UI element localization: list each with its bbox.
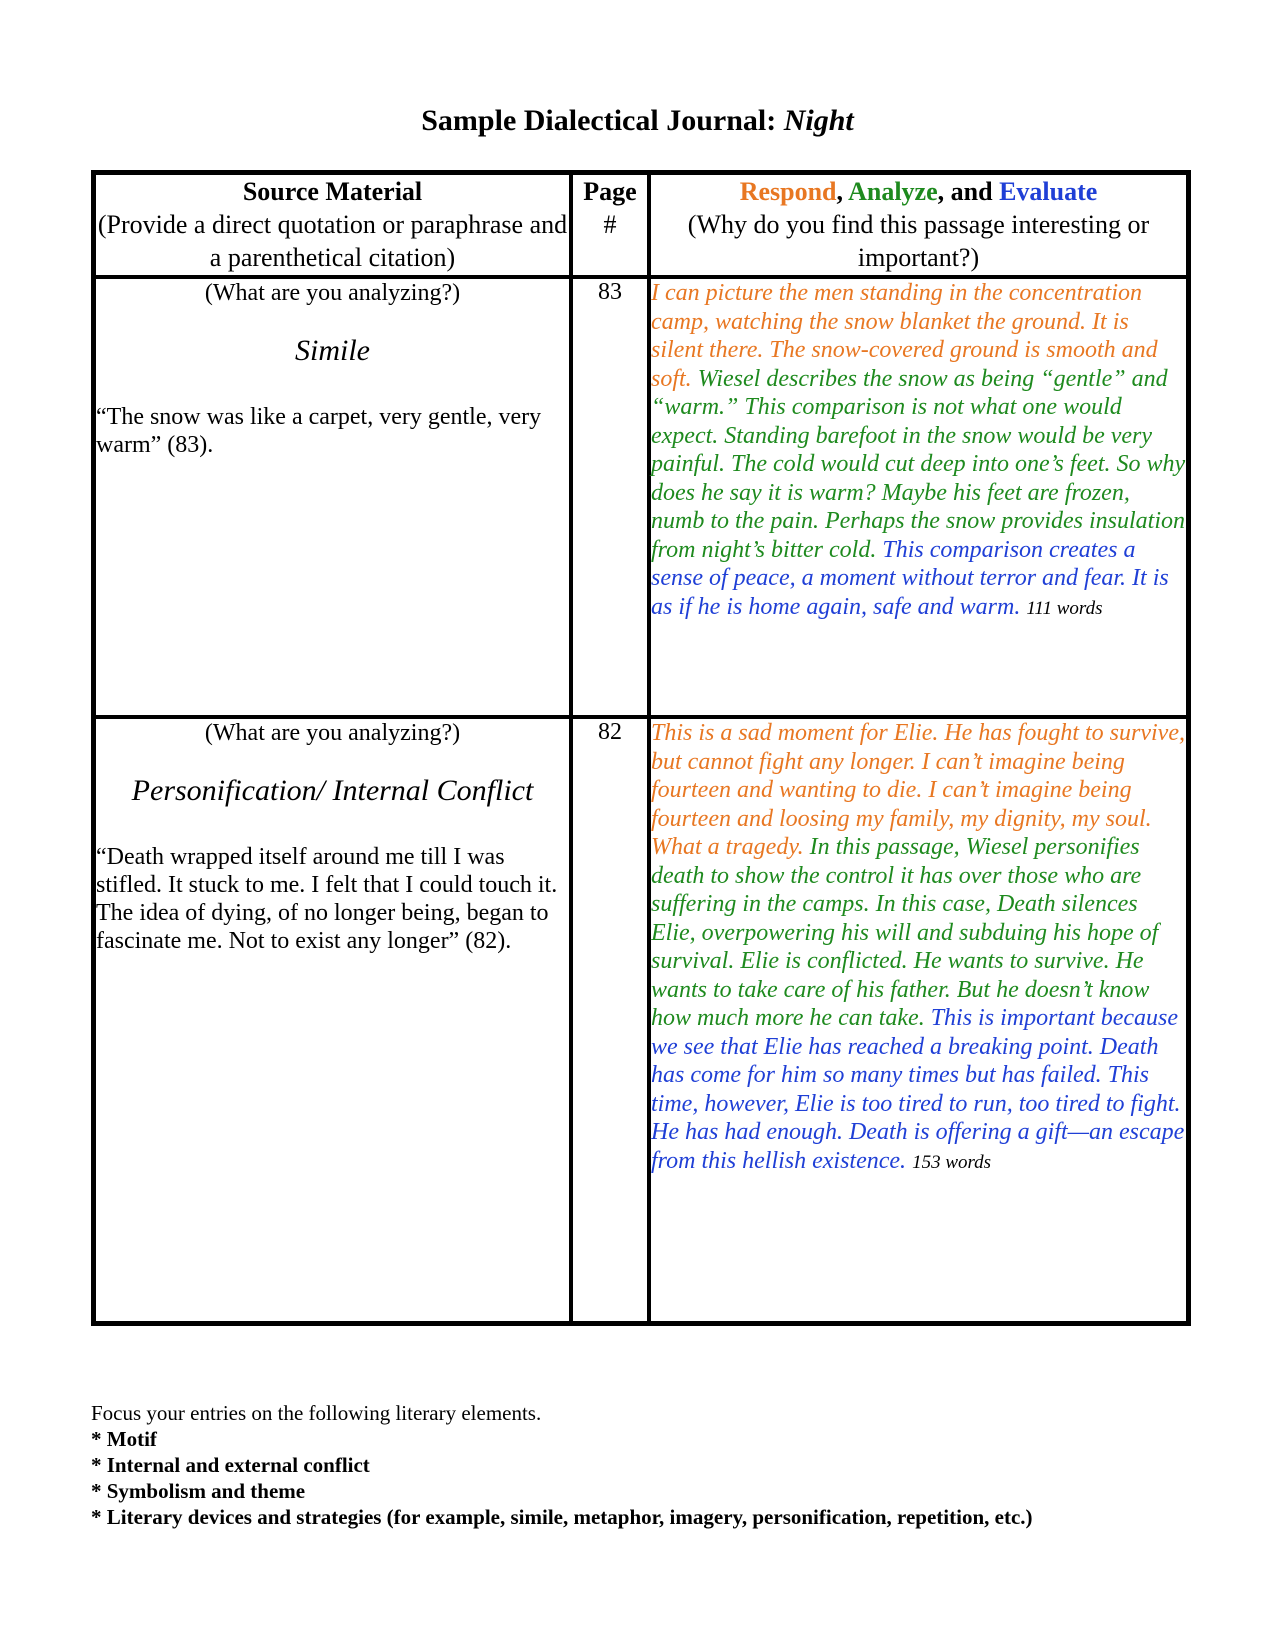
journal-table <box>91 170 1191 1326</box>
journal-row <box>94 717 1188 1323</box>
source-quote: “The snow was like a carpet, very gentle, very warm” (83). <box>96 404 542 458</box>
list-item: * Symbolism and theme <box>91 1479 306 1503</box>
word-count: 153 words <box>912 1151 992 1173</box>
page-header-line1: Page <box>583 177 637 206</box>
page-title <box>0 104 1275 138</box>
journal-row <box>94 277 1188 717</box>
literary-elements-list <box>91 1400 1033 1530</box>
evaluate-text: This comparison creates a sense of peace, a moment without terror and fear. It is as if he is home again, safe and warm. <box>651 536 1169 620</box>
header-row <box>94 173 1188 277</box>
source-header-title: Source Material <box>242 177 423 206</box>
title-book: Night <box>783 104 854 137</box>
word-count: 111 words <box>1026 597 1103 619</box>
source-header-sub: (Provide a direct quotation or paraphrase and a parenthetical citation) <box>97 210 568 272</box>
source-cell <box>94 277 571 717</box>
response-header-sub: (Why do you find this passage interesting or important?) <box>687 210 1150 272</box>
analysis-prompt: (What are you analyzing?) <box>204 280 461 306</box>
page-header <box>571 173 649 277</box>
literary-device: Simile <box>295 334 370 367</box>
list-item: * Internal and external conflict <box>91 1453 370 1477</box>
analyze-text: Wiesel describes the snow as being “gentle” and “warm.” This comparison is not what one would expect. Standing barefoot in the snow would be very painful. The cold would cut deep into one’s feet. So why does he say it is warm? Maybe his feet are frozen, numb to the pain. Perhaps the snow provides insulation from night’s bitter cold. <box>651 365 1186 563</box>
evaluate-text: This is important because we see that Elie has reached a breaking point. Death has come for him so many times but has failed. This time, however, Elie is too tired to run, too tired to fight. He has had enough. Death is offering a gift—an escape from this hellish existence. <box>651 1005 1185 1174</box>
source-cell <box>94 717 571 1323</box>
analysis-prompt: (What are you analyzing?) <box>204 720 461 746</box>
title-main: Sample Dialectical Journal: <box>421 104 777 137</box>
page-number: 83 <box>571 277 649 717</box>
list-item: * Literary devices and strategies (for example, simile, metaphor, imagery, personification, repetition, etc.) <box>91 1505 1033 1529</box>
page-header-line2: # <box>603 210 617 239</box>
respond-text: I can picture the men standing in the concentration camp, watching the snow blanket the ground. It is silent there. The snow-covered ground is smooth and soft. <box>651 280 1158 392</box>
literary-device: Personification/ Internal Conflict <box>131 774 534 807</box>
source-header <box>94 173 571 277</box>
response-cell <box>649 277 1188 717</box>
footer-intro: Focus your entries on the following literary elements. <box>91 1401 542 1425</box>
evaluate-heading: Evaluate <box>999 177 1098 206</box>
response-cell <box>649 717 1188 1323</box>
respond-heading: Respond <box>739 177 837 206</box>
analyze-text: In this passage, Wiesel personifies death to show the control it has over those who are suffering in the camps. In this case, Death silences Elie, overpowering his will and subduing his hope of survival. Elie is conflicted. He wants to survive. He wants to take care of his father. But he doesn’t know how much more he can take. <box>651 834 1159 1031</box>
and-heading: and <box>950 177 993 206</box>
respond-text: This is a sad moment for Elie. He has fought to survive, but cannot fight any longer. I can’t imagine being fourteen and wanting to die. I can’t imagine being fourteen and loosing my family, my dignity, my soul. What a tragedy. <box>651 720 1185 860</box>
source-quote: “Death wrapped itself around me till I was stifled. It stuck to me. I felt that I could touch it. The idea of dying, of no longer being, began to fascinate me. Not to exist any longer” (82). <box>96 844 558 954</box>
list-item: * Motif <box>91 1427 157 1451</box>
analyze-heading: Analyze <box>848 177 938 206</box>
page-number: 82 <box>571 717 649 1323</box>
response-header: Respond, Analyze, and Evaluate (Why do you find this passage interesting or important?) <box>649 173 1188 277</box>
